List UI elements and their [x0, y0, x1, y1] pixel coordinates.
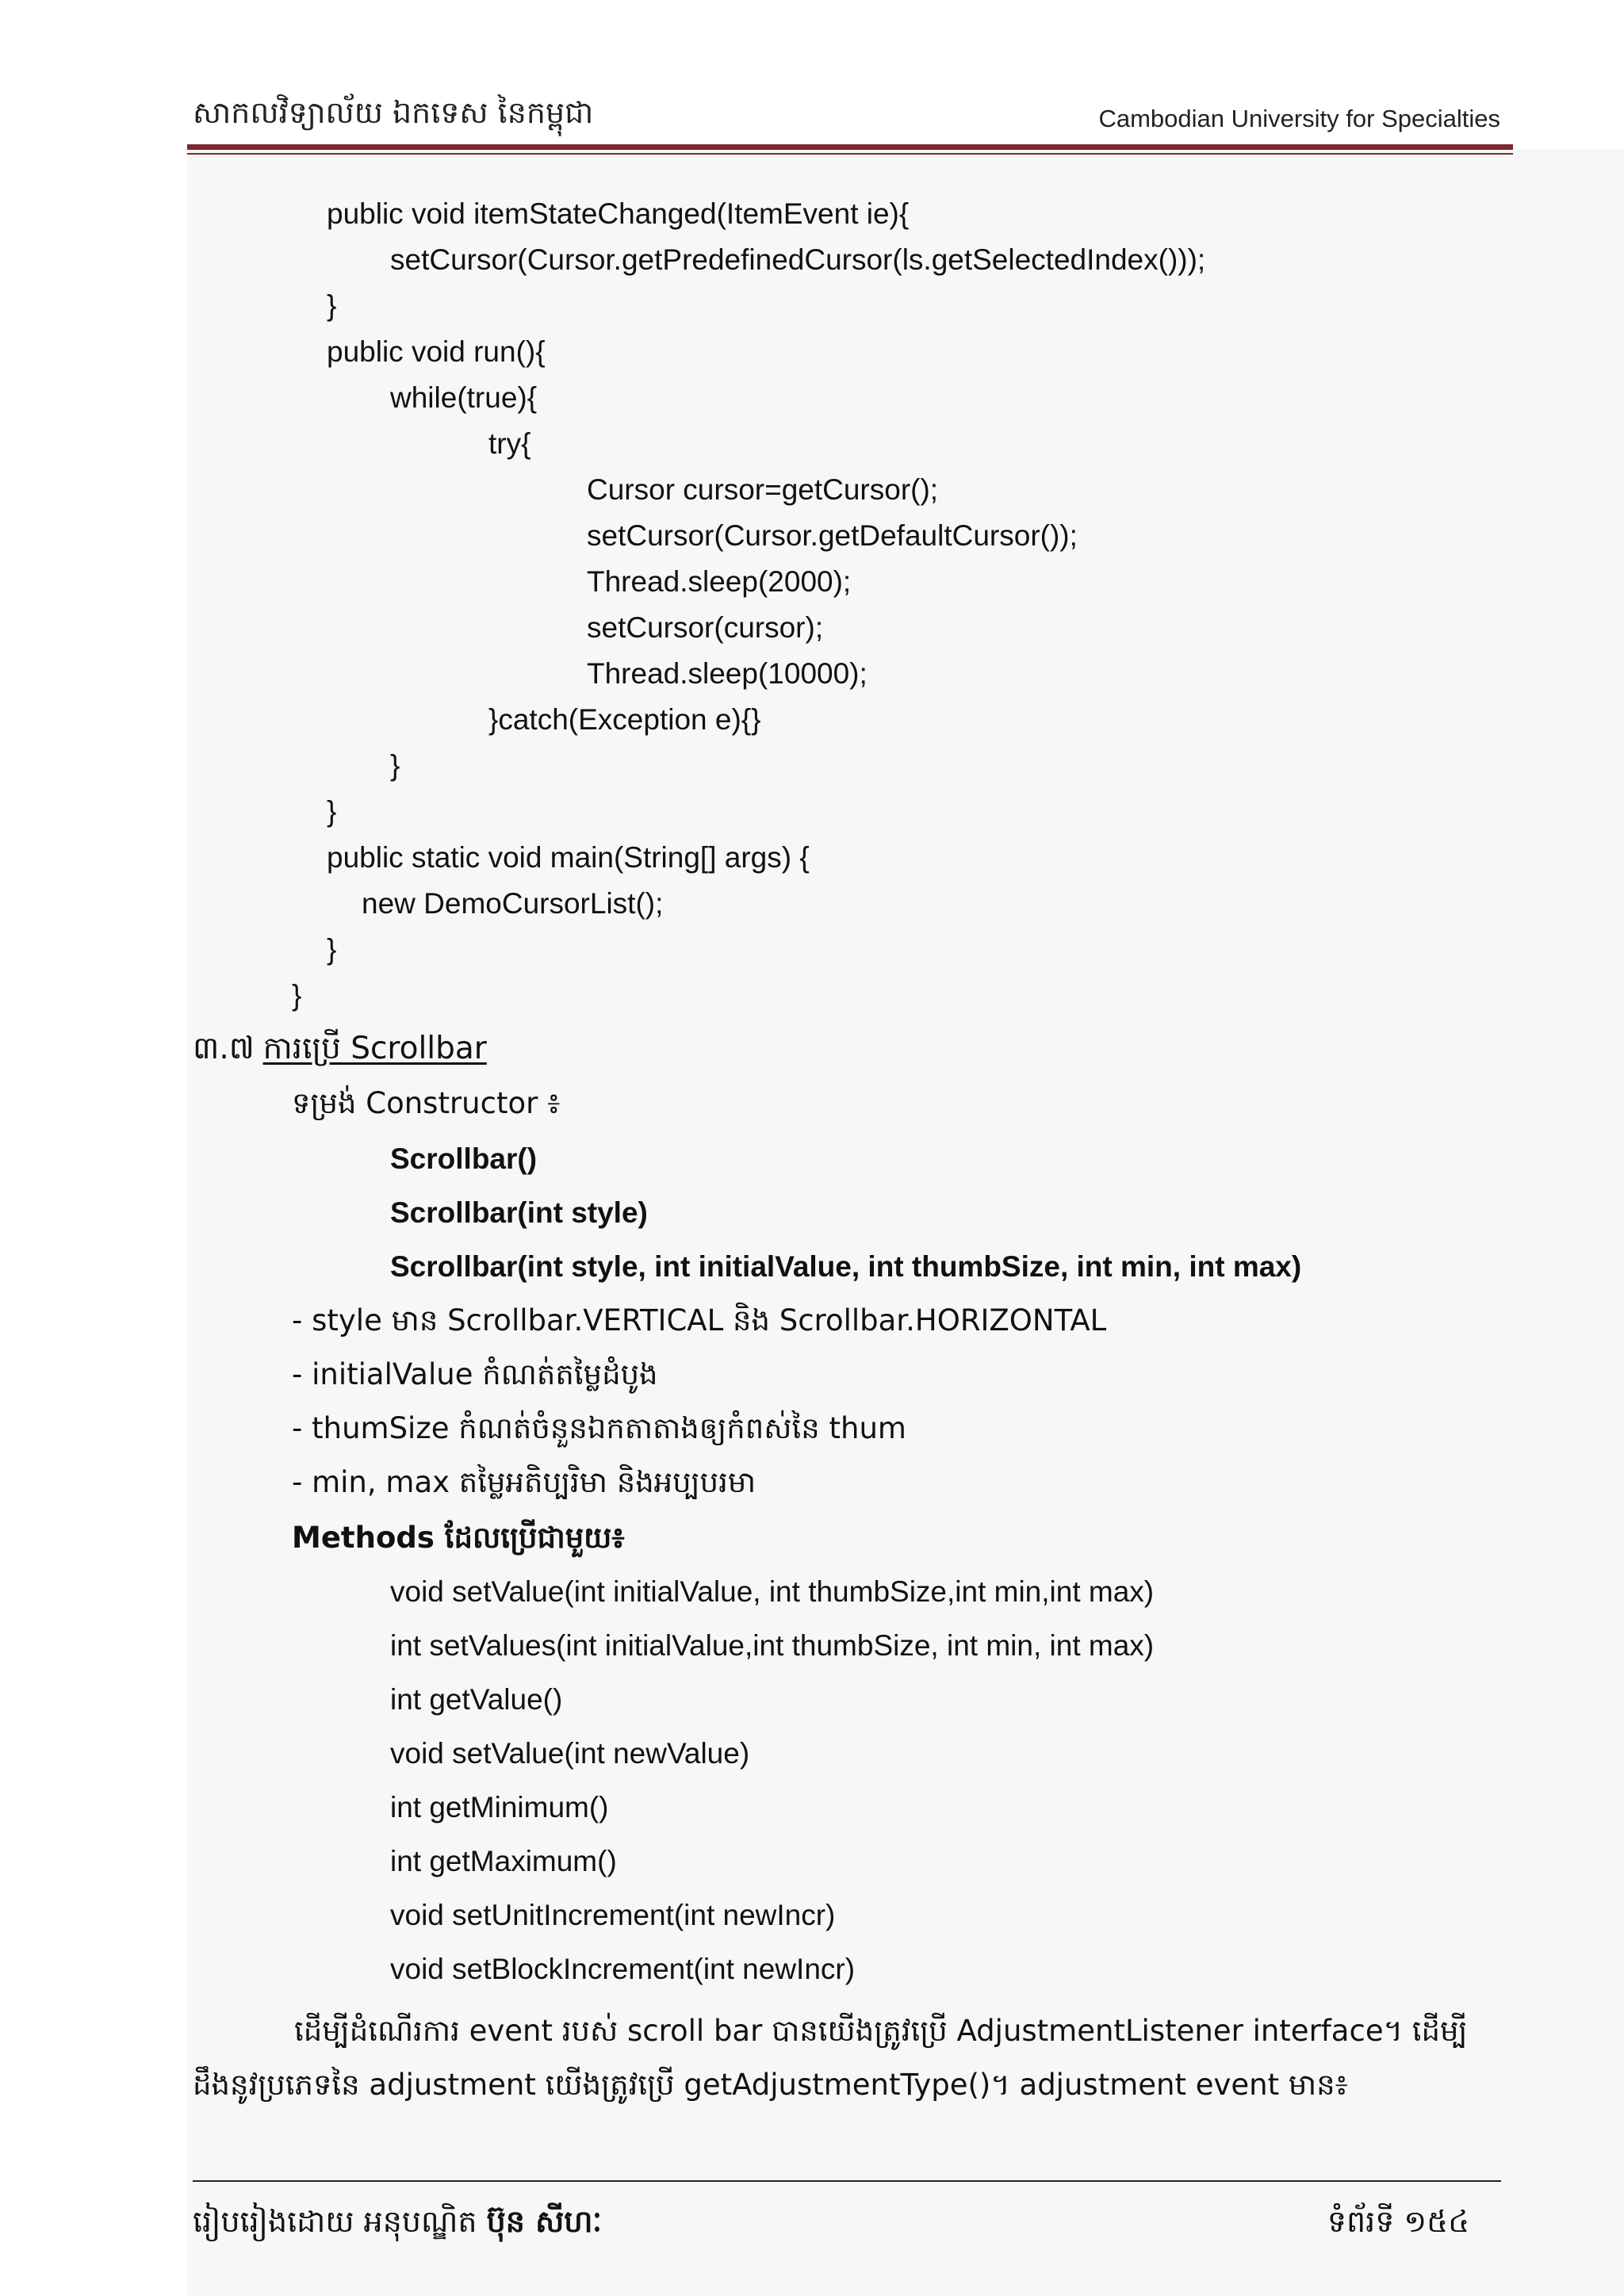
method-signature: void setBlockIncrement(int newIncr)	[390, 1953, 856, 1985]
bullet-item: - style មាន Scrollbar.VERTICAL និង Scrollbar.HORIZONTAL	[292, 1303, 1107, 1337]
code-line: public static void main(String[] args) {	[327, 841, 810, 874]
section-title: ការប្រើ Scrollbar	[262, 1031, 487, 1066]
code-line: setCursor(Cursor.getPredefinedCursor(ls.getSelectedIndex()));	[390, 243, 1206, 276]
header-university-english: Cambodian University for Specialties	[1098, 105, 1500, 132]
code-line: public void itemStateChanged(ItemEvent ie){	[327, 197, 910, 230]
code-line: }	[327, 795, 337, 828]
method-signature: int getMaximum()	[390, 1845, 617, 1877]
code-line: }	[292, 979, 302, 1012]
code-line: Thread.sleep(2000);	[587, 565, 852, 598]
section-number: ៣.៧	[193, 1031, 255, 1066]
footer-rule	[193, 2180, 1501, 2182]
constructor-signature: Scrollbar(int style)	[390, 1196, 648, 1229]
method-signature: void setValue(int initialValue, int thumbSize,int min,int max)	[390, 1575, 1155, 1608]
method-signature: int setValues(int initialValue,int thumbSize, int min, int max)	[390, 1629, 1155, 1662]
code-line: Cursor cursor=getCursor();	[587, 473, 939, 506]
paragraph-line-2: ដឹងនូវប្រភេទនៃ adjustment យើងត្រូវប្រើ getAdjustmentType()។ adjustment event មាន៖	[193, 2068, 1348, 2102]
constructor-label: ទម្រង់ Constructor ៖	[292, 1086, 561, 1120]
footer-author	[193, 2202, 602, 2247]
method-signature: void setUnitIncrement(int newIncr)	[390, 1899, 836, 1931]
footer-author-name: ប៊ុន សីហៈ	[486, 2204, 603, 2239]
header-rule	[187, 144, 1513, 150]
bullet-item: - initialValue កំណត់តម្លៃដំបូង	[292, 1357, 658, 1391]
code-line: }	[390, 749, 400, 782]
code-line: setCursor(Cursor.getDefaultCursor());	[587, 519, 1078, 552]
header-university-khmer: សាកលវិទ្យាល័យ ឯកទេស នៃកម្ពុជា	[193, 95, 594, 130]
code-line: }	[327, 933, 337, 966]
code-line: }catch(Exception e){}	[488, 703, 761, 736]
constructor-signature: Scrollbar(int style, int initialValue, int thumbSize, int min, int max)	[390, 1250, 1302, 1283]
footer-author-prefix: រៀបរៀងដោយ អនុបណ្ឌិត	[193, 2204, 477, 2239]
code-line: setCursor(cursor);	[587, 611, 824, 644]
bullet-item: - thumSize កំណត់ចំនួនឯកតាតាងឲ្យកំពស់នៃ thum	[292, 1411, 906, 1445]
code-line: }	[327, 289, 337, 322]
header-rule-thin	[187, 153, 1513, 155]
bullet-item: - min, max តម្លៃអតិប្បរិមា និងអប្បបរមា	[292, 1465, 756, 1499]
code-line: try{	[488, 427, 531, 460]
method-signature: int getMinimum()	[390, 1791, 609, 1823]
constructor-signature: Scrollbar()	[390, 1142, 538, 1175]
method-signature: int getValue()	[390, 1683, 563, 1716]
page-number: ទំព័រទី ១៥៤	[1327, 2204, 1469, 2239]
code-line: public void run(){	[327, 335, 546, 368]
section-heading	[193, 1029, 487, 1074]
code-line: while(true){	[390, 381, 538, 414]
code-line: Thread.sleep(10000);	[587, 657, 868, 690]
paragraph-line-1: ដើម្បីដំណើរការ event របស់ scroll bar បានយើងត្រូវប្រើ AdjustmentListener interface។ ដើម្បី	[294, 2014, 1468, 2048]
methods-label: Methods ដែលប្រើជាមួយ៖	[292, 1521, 625, 1555]
code-line: new DemoCursorList();	[362, 887, 664, 920]
body-paragraph	[193, 2004, 1513, 2112]
method-signature: void setValue(int newValue)	[390, 1737, 750, 1770]
